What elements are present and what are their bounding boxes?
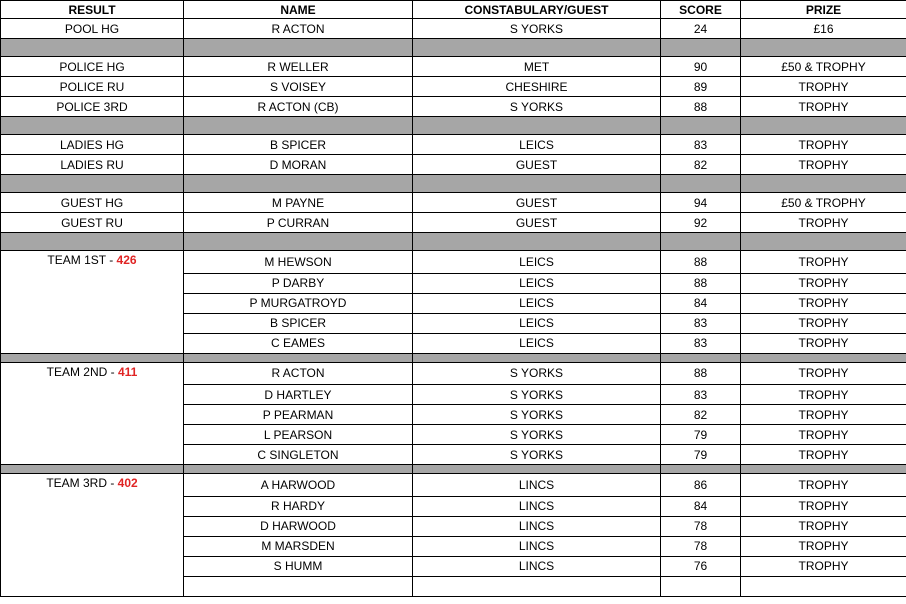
table-row [1, 19, 906, 39]
name-cell: D HARTLEY [184, 385, 413, 405]
constabulary-cell: LEICS [413, 333, 661, 353]
score-cell: 88 [661, 362, 741, 385]
score-cell: 84 [661, 293, 741, 313]
prize-cell: £50 & TROPHY [741, 57, 906, 77]
name-cell: R ACTON (CB) [184, 97, 413, 117]
constabulary-cell: LEICS [413, 251, 661, 274]
separator-row [1, 353, 906, 362]
team-label: TEAM 2ND - [46, 364, 118, 379]
name-cell: C SINGLETON [184, 445, 413, 465]
name-cell: M MARSDEN [184, 536, 413, 556]
prize-cell: TROPHY [741, 405, 906, 425]
score-cell: 83 [661, 313, 741, 333]
score-cell: 88 [661, 273, 741, 293]
prize-cell: TROPHY [741, 313, 906, 333]
score-cell: 83 [661, 333, 741, 353]
name-cell: M HEWSON [184, 251, 413, 274]
prize-cell: £50 & TROPHY [741, 193, 906, 213]
prize-cell: TROPHY [741, 362, 906, 385]
score-cell: 82 [661, 155, 741, 175]
name-cell: D MORAN [184, 155, 413, 175]
team-label: TEAM 3RD - [46, 476, 118, 490]
separator-row [1, 117, 906, 135]
table-row [1, 155, 906, 175]
team-member-row [1, 445, 906, 465]
separator-row [1, 39, 906, 57]
constabulary-cell: CHESHIRE [413, 77, 661, 97]
name-cell: M PAYNE [184, 193, 413, 213]
score-cell: 78 [661, 516, 741, 536]
score-cell: 79 [661, 425, 741, 445]
separator-row [1, 465, 906, 474]
score-cell: 88 [661, 97, 741, 117]
team-label-cell [1, 474, 184, 497]
result-cell: POOL HG [1, 19, 184, 39]
score-cell: 88 [661, 251, 741, 274]
constabulary-cell: LEICS [413, 135, 661, 155]
name-cell: A HARWOOD [184, 474, 413, 497]
result-cell: LADIES HG [1, 135, 184, 155]
name-cell: S VOISEY [184, 77, 413, 97]
team-member-row [1, 333, 906, 353]
name-cell: R HARDY [184, 496, 413, 516]
name-cell: R ACTON [184, 19, 413, 39]
separator-row [1, 233, 906, 251]
table-row [1, 97, 906, 117]
score-cell: 86 [661, 474, 741, 497]
prize-cell: TROPHY [741, 474, 906, 497]
team-member-row [1, 405, 906, 425]
table-row [1, 57, 906, 77]
prize-cell: TROPHY [741, 251, 906, 274]
prize-cell: TROPHY [741, 333, 906, 353]
prize-cell: £16 [741, 19, 906, 39]
score-cell: 79 [661, 445, 741, 465]
name-cell: L PEARSON [184, 425, 413, 445]
constabulary-cell: GUEST [413, 155, 661, 175]
name-cell: P PEARMAN [184, 405, 413, 425]
result-cell: LADIES RU [1, 155, 184, 175]
team-member-row [1, 556, 906, 576]
team-total: 426 [116, 253, 137, 267]
name-cell: P CURRAN [184, 213, 413, 233]
team-label-cell [1, 362, 184, 385]
constabulary-cell: GUEST [413, 193, 661, 213]
constabulary-cell: LEICS [413, 293, 661, 313]
team-member-row [1, 362, 906, 385]
prize-cell: TROPHY [741, 425, 906, 445]
prize-cell: TROPHY [741, 213, 906, 233]
name-cell: P MURGATROYD [184, 293, 413, 313]
constabulary-cell: LINCS [413, 496, 661, 516]
prize-cell: TROPHY [741, 496, 906, 516]
team-member-row [1, 536, 906, 556]
team-member-row [1, 516, 906, 536]
name-cell: P DARBY [184, 273, 413, 293]
result-cell: GUEST RU [1, 213, 184, 233]
score-cell: 84 [661, 496, 741, 516]
name-cell: R WELLER [184, 57, 413, 77]
team-member-row [1, 251, 906, 274]
team-member-row [1, 496, 906, 516]
constabulary-cell: LEICS [413, 273, 661, 293]
prize-cell: TROPHY [741, 445, 906, 465]
prize-cell: TROPHY [741, 536, 906, 556]
result-cell: POLICE HG [1, 57, 184, 77]
separator-row [1, 175, 906, 193]
team-member-row [1, 385, 906, 405]
results-body [1, 19, 906, 597]
team-member-row [1, 273, 906, 293]
team-label-cell [1, 251, 184, 274]
score-cell: 24 [661, 19, 741, 39]
constabulary-cell: LINCS [413, 474, 661, 497]
team-member-row [1, 474, 906, 497]
table-row [1, 135, 906, 155]
constabulary-cell: S YORKS [413, 97, 661, 117]
name-cell: B SPICER [184, 313, 413, 333]
prize-cell: TROPHY [741, 273, 906, 293]
team-total: 402 [117, 476, 138, 490]
prize-cell: TROPHY [741, 556, 906, 576]
header-name: NAME [184, 1, 413, 19]
constabulary-cell: S YORKS [413, 445, 661, 465]
header-prize: PRIZE [741, 1, 906, 19]
header-score: SCORE [661, 1, 741, 19]
result-cell: GUEST HG [1, 193, 184, 213]
constabulary-cell: LINCS [413, 516, 661, 536]
score-cell: 94 [661, 193, 741, 213]
score-cell: 89 [661, 77, 741, 97]
result-cell: POLICE 3RD [1, 97, 184, 117]
team-label: TEAM 1ST - [47, 253, 117, 267]
name-cell: C EAMES [184, 333, 413, 353]
prize-cell: TROPHY [741, 385, 906, 405]
constabulary-cell: MET [413, 57, 661, 77]
score-cell: 83 [661, 385, 741, 405]
constabulary-cell: LEICS [413, 313, 661, 333]
constabulary-cell: LINCS [413, 536, 661, 556]
team-member-row [1, 293, 906, 313]
name-cell: S HUMM [184, 556, 413, 576]
constabulary-cell: S YORKS [413, 362, 661, 385]
blank-row [1, 576, 906, 596]
team-member-row [1, 425, 906, 445]
score-cell: 90 [661, 57, 741, 77]
constabulary-cell: S YORKS [413, 405, 661, 425]
name-cell: B SPICER [184, 135, 413, 155]
score-cell: 92 [661, 213, 741, 233]
prize-cell: TROPHY [741, 77, 906, 97]
constabulary-cell: LINCS [413, 556, 661, 576]
score-cell: 83 [661, 135, 741, 155]
score-cell: 76 [661, 556, 741, 576]
team-total: 411 [117, 364, 138, 379]
constabulary-cell: S YORKS [413, 19, 661, 39]
header-result: RESULT [1, 1, 184, 19]
constabulary-cell: S YORKS [413, 425, 661, 445]
prize-cell: TROPHY [741, 97, 906, 117]
table-row [1, 77, 906, 97]
constabulary-cell: GUEST [413, 213, 661, 233]
header-row [1, 1, 906, 19]
team-member-row [1, 313, 906, 333]
prize-cell: TROPHY [741, 155, 906, 175]
constabulary-cell: S YORKS [413, 385, 661, 405]
score-cell: 78 [661, 536, 741, 556]
prize-cell: TROPHY [741, 516, 906, 536]
result-cell: POLICE RU [1, 77, 184, 97]
table-row [1, 213, 906, 233]
name-cell: D HARWOOD [184, 516, 413, 536]
name-cell: R ACTON [184, 362, 413, 385]
prize-cell: TROPHY [741, 293, 906, 313]
table-row [1, 193, 906, 213]
score-cell: 82 [661, 405, 741, 425]
prize-cell: TROPHY [741, 135, 906, 155]
header-constabulary: CONSTABULARY/GUEST [413, 1, 661, 19]
